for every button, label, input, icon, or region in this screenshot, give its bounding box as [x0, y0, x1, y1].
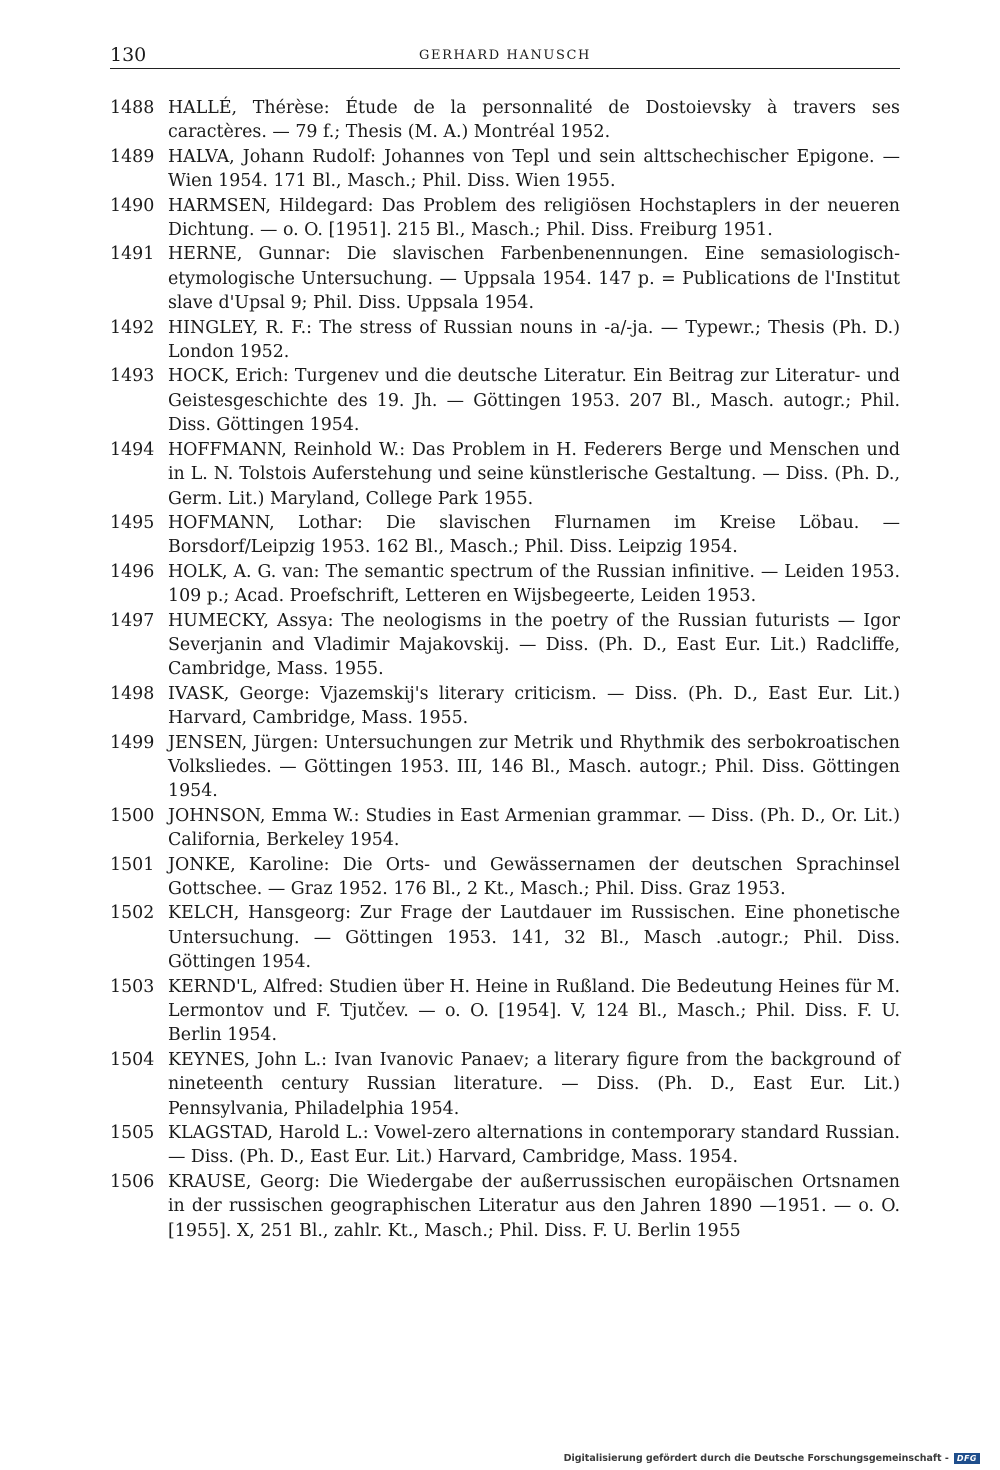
entry-number: 1501 [110, 854, 155, 875]
bibliography-entry [110, 316, 900, 365]
entry-number: 1504 [110, 1049, 155, 1070]
entry-text: JENSEN, Jürgen: Untersuchungen zur Metrik und Rhythmik des serbokroatischen Volksliedes. — Göttingen 1953. III, 146 Bl., Masch. autogr.; Phil. Diss. Göttingen 1954. [168, 732, 900, 802]
bibliography-entry [110, 1121, 900, 1170]
entry-number: 1505 [110, 1123, 155, 1144]
entry-text: HOCK, Erich: Turgenev und die deutsche Literatur. Ein Beitrag zur Literatur- und Geistesgeschichte des 19. Jh. — Göttingen 1953. 207 Bl., Masch. autogr.; Phil. Diss. Göttingen 1954. [168, 366, 900, 436]
entry-text: KLAGSTAD, Harold L.: Vowel-zero alternations in contemporary standard Russian. — Diss. (Ph. D., East Eur. Lit.) Harvard, Cambridge, Mass. 1954. [168, 1123, 900, 1168]
entry-text: KEYNES, John L.: Ivan Ivanovic Panaev; a literary figure from the background of nineteenth century Russian literature. — Diss. (Ph. D., East Eur. Lit.) Pennsylvania, Philadelphia 1954. [168, 1049, 900, 1119]
entry-number: 1494 [110, 439, 155, 460]
bibliography-entry [110, 1170, 900, 1243]
bibliography-entry [110, 804, 900, 853]
entry-text: HOLK, A. G. van: The semantic spectrum of the Russian infinitive. — Leiden 1953. 109 p.; Acad. Proefschrift, Letteren en Wijsbegeerte, Leiden 1953. [168, 561, 900, 607]
dfg-logo-icon: DFG [954, 1453, 980, 1464]
entry-text: KERND'L, Alfred: Studien über H. Heine in Rußland. Die Bedeutung Heines für M. Lermontov und F. Tjutčev. — o. O. [1954]. V, 124 Bl., Masch.; Phil. Diss. F. U. Berlin 1954. [168, 976, 900, 1046]
bibliography-entry [110, 242, 900, 315]
entry-number: 1490 [110, 195, 155, 216]
bibliography-entry [110, 560, 900, 609]
entry-text: HOFFMANN, Reinhold W.: Das Problem in H. Federers Berge und Menschen und in L. N. Tolstois Auferstehung und seine künstlerische Gestaltung. — Diss. (Ph. D., Germ. Lit.) Maryland, College Park 1955. [168, 439, 900, 509]
page-number: 130 [110, 44, 147, 66]
entry-number: 1497 [110, 610, 155, 631]
entry-text: HUMECKY, Assya: The neologisms in the poetry of the Russian futurists — Igor Severjanin and Vladimir Majakovskij. — Diss. (Ph. D., East Eur. Lit.) Radcliffe, Cambridge, Mass. 1955. [168, 610, 900, 680]
entry-text: JONKE, Karoline: Die Orts- und Gewässernamen der deutschen Sprachinsel Gottschee. — Graz 1952. 176 Bl., 2 Kt., Masch.; Phil. Diss. Graz 1953. [168, 854, 900, 899]
entry-number: 1492 [110, 317, 155, 338]
bibliography-entry [110, 96, 900, 145]
entry-number: 1495 [110, 512, 155, 533]
bibliography-entry [110, 975, 900, 1048]
entry-text: HOFMANN, Lothar: Die slavischen Flurnamen im Kreise Löbau. — Borsdorf/Leipzig 1953. 162 Bl., Masch.; Phil. Diss. Leipzig 1954. [168, 512, 900, 558]
footer-credit [564, 1453, 980, 1464]
entry-text: HALVA, Johann Rudolf: Johannes von Tepl und sein alttschechischer Epigone. — Wien 1954. 171 Bl., Masch.; Phil. Diss. Wien 1955. [168, 146, 900, 192]
entry-text: HARMSEN, Hildegard: Das Problem des religiösen Hochstaplers in der neueren Dichtung. — o. O. [1951]. 215 Bl., Masch.; Phil. Diss. Freiburg 1951. [168, 195, 900, 241]
bibliography-entry [110, 901, 900, 974]
entry-number: 1496 [110, 561, 155, 582]
entry-text: HALLÉ, Thérèse: Étude de la personnalité de Dostoievsky à travers ses caractères. — 79 f.; Thesis (M. A.) Montréal 1952. [168, 98, 900, 143]
entry-number: 1500 [110, 805, 155, 826]
entry-number: 1498 [110, 683, 155, 704]
entry-text: HERNE, Gunnar: Die slavischen Farbenbenennungen. Eine semasiologisch-etymologische Untersuchung. — Uppsala 1954. 147 p. = Publications de l'Institut slave d'Upsal 9; Phil. Diss. Uppsala 1954. [168, 244, 900, 314]
bibliography-entry [110, 511, 900, 560]
bibliography-entry [110, 853, 900, 902]
entry-number: 1488 [110, 98, 155, 118]
bibliography-entry [110, 682, 900, 731]
entry-text: KELCH, Hansgeorg: Zur Frage der Lautdauer im Russischen. Eine phonetische Untersuchung. — Göttingen 1953. 141, 32 Bl., Masch .autogr.; Phil. Diss. Göttingen 1954. [168, 903, 900, 973]
entry-number: 1489 [110, 146, 155, 167]
entry-text: JOHNSON, Emma W.: Studies in East Armenian grammar. — Diss. (Ph. D., Or. Lit.) California, Berkeley 1954. [168, 805, 900, 851]
entry-number: 1503 [110, 976, 155, 997]
entry-number: 1499 [110, 732, 155, 753]
bibliography-entry [110, 438, 900, 511]
entry-number: 1506 [110, 1171, 155, 1192]
bibliography-entry [110, 364, 900, 437]
bibliography-list [110, 96, 900, 1243]
entry-number: 1493 [110, 366, 155, 387]
bibliography-entry [110, 194, 900, 243]
credit-text: Digitalisierung gefördert durch die Deutsche Forschungsgemeinschaft - [563, 1453, 949, 1464]
entry-text: KRAUSE, Georg: Die Wiedergabe der außerrussischen europäischen Ortsnamen in der russischen geographischen Literatur aus den Jahren 1890 —1951. — o. O. [1955]. X, 251 Bl., zahlr. Kt., Masch.; Phil. Diss. F. U. Berlin 1955 [168, 1171, 900, 1241]
entry-number: 1502 [110, 903, 155, 924]
page-header [110, 44, 900, 69]
entry-text: IVASK, George: Vjazemskij's literary criticism. — Diss. (Ph. D., East Eur. Lit.) Harvard, Cambridge, Mass. 1955. [168, 683, 900, 729]
bibliography-entry [110, 731, 900, 804]
entry-number: 1491 [110, 244, 155, 265]
entry-text: HINGLEY, R. F.: The stress of Russian nouns in -a/-ja. — Typewr.; Thesis (Ph. D.) London 1952. [168, 317, 900, 363]
bibliography-entry [110, 609, 900, 682]
bibliography-entry [110, 1048, 900, 1121]
bibliography-entry [110, 145, 900, 194]
running-head: GERHARD HANUSCH [419, 48, 591, 63]
